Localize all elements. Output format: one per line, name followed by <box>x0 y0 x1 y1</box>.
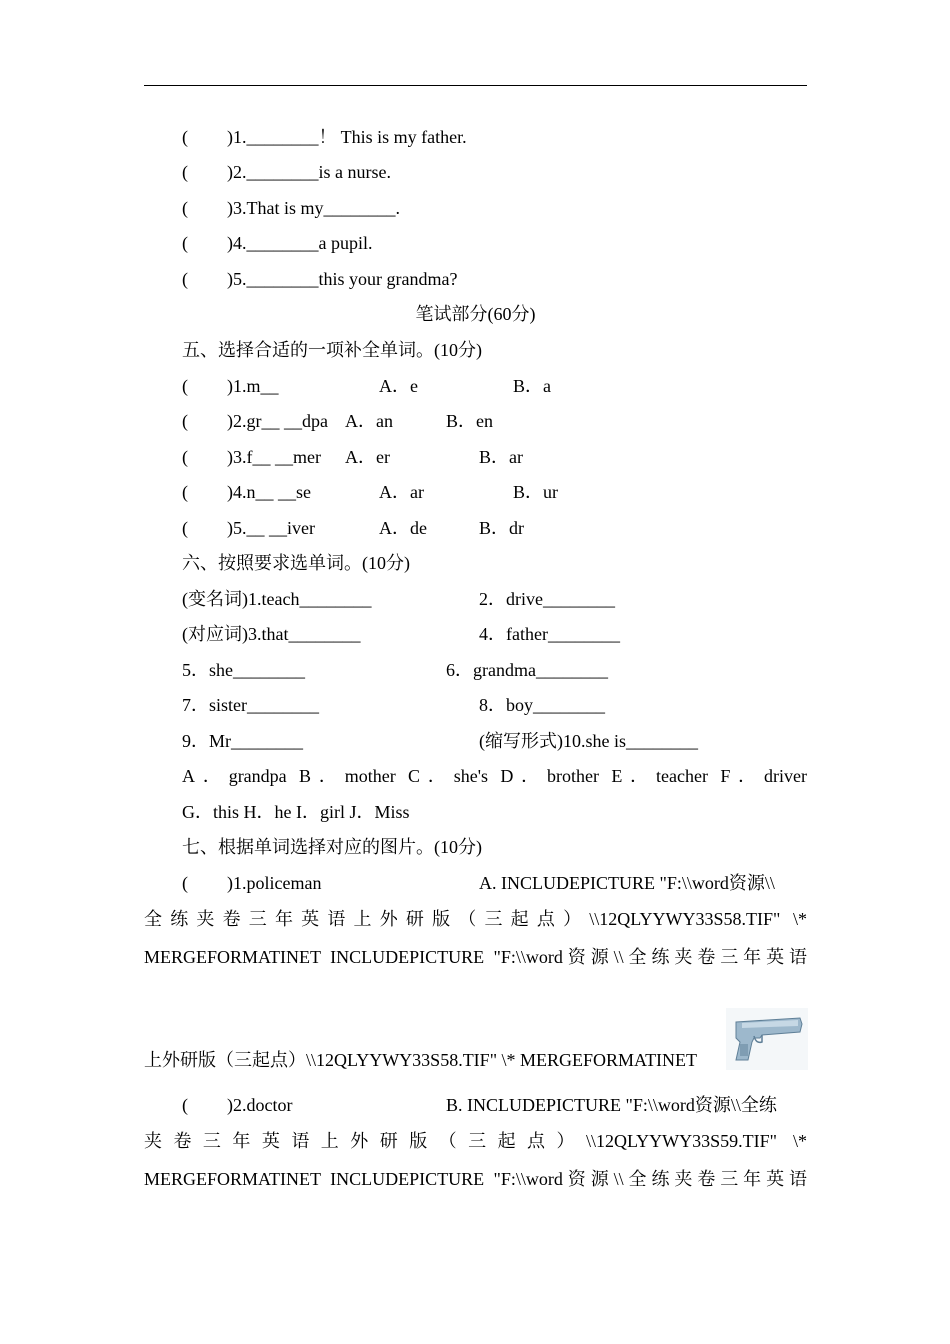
answer-bracket: ( <box>182 873 188 893</box>
option-b: B．dr <box>479 518 524 538</box>
answer-bracket: ( <box>182 411 188 431</box>
question-text: )1.________！ This is my father. <box>227 127 467 147</box>
word-item: 6．grandma________ <box>446 660 608 680</box>
word-item: 5．she________ <box>182 660 305 680</box>
answer-bracket: ( <box>182 518 188 538</box>
written-part-title: 笔试部分(60分) <box>415 304 536 324</box>
options-line-1: A．grandpa B．mother C．she's D．brother E．teacher F．driver <box>182 766 807 786</box>
options-line-2: G．this H．he I．girl J．Miss <box>182 802 410 822</box>
field-code-text: 上外研版（三起点）\\12QLYYWY33S58.TIF" \* MERGEFORMATINET <box>144 1050 698 1070</box>
answer-bracket: ( <box>182 127 188 147</box>
option-a: A．e <box>379 376 418 396</box>
question-text: )3.f__ __mer <box>227 447 321 467</box>
option-b: B．ur <box>513 482 558 502</box>
option-b: B．en <box>446 411 493 431</box>
option-b: B．a <box>513 376 551 396</box>
option-a: A．ar <box>379 482 424 502</box>
field-code-text: 全练夹卷三年英语上外研版（三起点）\\12QLYYWY33S58.TIF" \* <box>144 909 807 929</box>
answer-bracket: ( <box>182 447 188 467</box>
question-text: )5.__ __iver <box>227 518 315 538</box>
answer-bracket: ( <box>182 162 188 182</box>
word-item: 9．Mr________ <box>182 731 303 751</box>
answer-bracket: ( <box>182 482 188 502</box>
answer-bracket: ( <box>182 376 188 396</box>
word-item: (缩写形式)10.she is________ <box>479 731 698 751</box>
question-text: )1.m__ <box>227 376 279 396</box>
question-text: )4.________a pupil. <box>227 233 373 253</box>
option-a: A．de <box>379 518 427 538</box>
question-text: )2.gr__ __dpa <box>227 411 328 431</box>
option-b: B．ar <box>479 447 523 467</box>
section6-heading: 六、按照要求选单词。(10分) <box>182 553 410 573</box>
answer-bracket: ( <box>182 233 188 253</box>
word-item: 8．boy________ <box>479 695 605 715</box>
word-item: (对应词)3.that________ <box>182 624 361 644</box>
answer-bracket: ( <box>182 198 188 218</box>
question-text: )5.________this your grandma? <box>227 269 458 289</box>
header-rule <box>144 85 807 86</box>
section5-heading: 五、选择合适的一项补全单词。(10分) <box>182 340 482 360</box>
question-text: )4.n__ __se <box>227 482 311 502</box>
answer-bracket: ( <box>182 1095 188 1115</box>
option-a: A．an <box>345 411 393 431</box>
field-code-text: MERGEFORMATINET INCLUDEPICTURE "F:\\word资源\\全练夹卷三年英语 <box>144 1169 807 1189</box>
question-text: )3.That is my________. <box>227 198 400 218</box>
pistol-icon <box>726 1008 808 1070</box>
question-word: )1.policeman <box>227 873 322 893</box>
field-code-text: 夹卷三年英语上外研版（三起点）\\12QLYYWY33S59.TIF" \* <box>144 1131 807 1151</box>
word-item: 4．father________ <box>479 624 620 644</box>
question-word: )2.doctor <box>227 1095 293 1115</box>
section7-heading: 七、根据单词选择对应的图片。(10分) <box>182 837 482 857</box>
word-item: 7．sister________ <box>182 695 319 715</box>
option-a: A．er <box>345 447 390 467</box>
word-item: (变名词)1.teach________ <box>182 589 372 609</box>
field-code-text: MERGEFORMATINET INCLUDEPICTURE "F:\\word资源\\全练夹卷三年英语 <box>144 947 807 967</box>
question-text: )2.________is a nurse. <box>227 162 391 182</box>
picture-option-a: A. INCLUDEPICTURE "F:\\word资源\\ <box>479 873 775 893</box>
picture-option-b: B. INCLUDEPICTURE "F:\\word资源\\全练 <box>446 1095 777 1115</box>
answer-bracket: ( <box>182 269 188 289</box>
word-item: 2．drive________ <box>479 589 615 609</box>
